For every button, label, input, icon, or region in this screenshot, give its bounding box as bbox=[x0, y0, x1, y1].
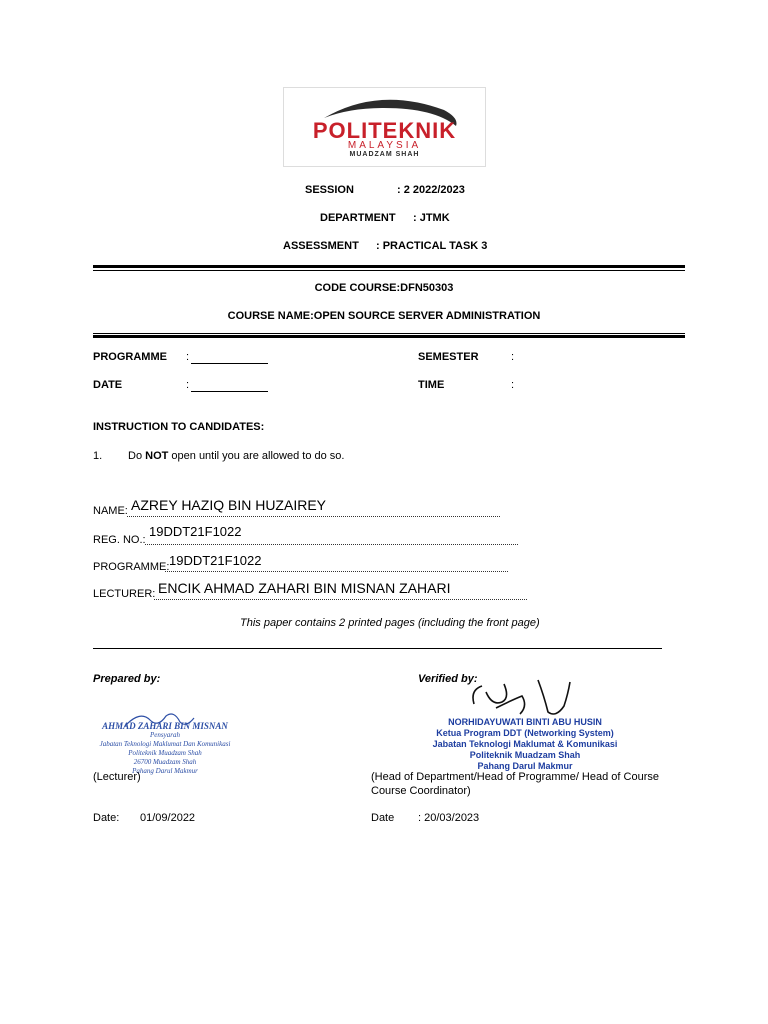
session-label: SESSION bbox=[305, 184, 354, 196]
candidate-name-label: NAME: bbox=[93, 505, 128, 517]
programme-field-blank[interactable] bbox=[191, 363, 268, 364]
politeknik-logo bbox=[283, 87, 486, 167]
candidate-programme-dots bbox=[165, 571, 508, 572]
date-field-label: DATE bbox=[93, 379, 123, 391]
instruction-number: 1. bbox=[93, 450, 103, 462]
candidate-reg-label: REG. NO.: bbox=[93, 534, 146, 546]
time-field-label: TIME bbox=[418, 379, 445, 391]
course-code: CODE COURSE:DFN50303 bbox=[314, 282, 454, 294]
stamp-right-line-3: Jabatan Teknologi Maklumat & Komunikasi bbox=[432, 739, 618, 749]
candidate-lecturer-value[interactable]: ENCIK AHMAD ZAHARI BIN MISNAN ZAHARI bbox=[158, 580, 451, 596]
programme-field-label: PROGRAMME bbox=[93, 351, 167, 363]
time-field-sep: : bbox=[511, 379, 515, 391]
candidate-name-dots bbox=[127, 516, 500, 517]
logo-sub: MALAYSIA bbox=[347, 140, 422, 151]
course-name: COURSE NAME:OPEN SOURCE SERVER ADMINISTRATION bbox=[227, 310, 541, 322]
instruction-pre: Do bbox=[128, 450, 146, 462]
session-value: : 2 2022/2023 bbox=[397, 184, 465, 196]
stamp-left-line-1: AHMAD ZAHARI BIN MISNAN bbox=[102, 721, 228, 731]
stamp-right-line-2: Ketua Program DDT (Networking System) bbox=[436, 728, 614, 738]
candidate-reg-dots bbox=[145, 544, 518, 545]
prepared-date-label: Date: bbox=[93, 812, 120, 824]
programme-field-sep: : bbox=[186, 351, 190, 363]
stamp-left-line-6: Pahang Darul Makmur bbox=[132, 767, 198, 775]
instruction-bold: NOT bbox=[145, 450, 169, 462]
verified-date-label: Date bbox=[371, 812, 395, 824]
date-field-sep: : bbox=[186, 379, 190, 391]
candidate-name-value[interactable]: AZREY HAZIQ BIN HUZAIREY bbox=[131, 497, 326, 513]
verified-date-value: : 20/03/2023 bbox=[418, 812, 480, 824]
candidate-reg-value[interactable]: 19DDT21F1022 bbox=[149, 524, 242, 539]
course-rule-thick bbox=[93, 335, 685, 338]
assessment-label: ASSESSMENT bbox=[283, 240, 359, 252]
lecturer-signature-icon bbox=[120, 708, 200, 732]
note-divider bbox=[93, 648, 662, 649]
stamp-left-line-4: Politeknik Muadzam Shah bbox=[128, 749, 202, 757]
stamp-right-line-5: Pahang Darul Makmur bbox=[477, 761, 573, 771]
department-label: DEPARTMENT bbox=[320, 212, 396, 224]
lecturer-caption: (Lecturer) bbox=[93, 771, 141, 783]
candidate-programme-label: PROGRAMME: bbox=[93, 561, 170, 573]
pages-note: This paper contains 2 printed pages (including the front page) bbox=[240, 617, 540, 629]
prepared-date-value: 01/09/2022 bbox=[140, 812, 196, 824]
prepared-by-label: Prepared by: bbox=[93, 673, 161, 685]
stamp-right-line-4: Politeknik Muadzam Shah bbox=[469, 750, 581, 760]
date-field-blank[interactable] bbox=[191, 391, 268, 392]
stamp-left-line-5: 26700 Muadzam Shah bbox=[133, 758, 197, 766]
stamp-right-line-1: NORHIDAYUWATI BINTI ABU HUSIN bbox=[448, 717, 602, 727]
head-caption-line-1: (Head of Department/Head of Programme/ Head of Course bbox=[371, 771, 659, 783]
instruction-text bbox=[128, 450, 344, 462]
instruction-post: open until you are allowed to do so. bbox=[168, 450, 345, 462]
assessment-value: : PRACTICAL TASK 3 bbox=[376, 240, 488, 252]
logo-word: POLITEKNIK bbox=[312, 118, 457, 143]
header-rule-top-thin bbox=[93, 270, 685, 271]
verified-by-label: Verified by: bbox=[418, 673, 478, 685]
instructions-heading: INSTRUCTION TO CANDIDATES: bbox=[93, 421, 265, 433]
department-value: : JTMK bbox=[413, 212, 450, 224]
semester-field-sep: : bbox=[511, 351, 515, 363]
logo-campus: MUADZAM SHAH bbox=[349, 151, 420, 158]
candidate-lecturer-label: LECTURER: bbox=[93, 588, 156, 600]
candidate-lecturer-dots bbox=[154, 599, 527, 600]
stamp-left-line-2: Pensyarah bbox=[150, 731, 180, 739]
stamp-left-line-3: Jabatan Teknologi Maklumat Dan Komunikasi bbox=[99, 740, 231, 748]
course-rule-thin bbox=[93, 333, 685, 334]
verifier-stamp bbox=[420, 717, 630, 772]
head-caption-line-2: Course Coordinator) bbox=[371, 785, 471, 797]
header-rule-top bbox=[93, 265, 685, 268]
candidate-programme-value[interactable]: 19DDT21F1022 bbox=[169, 553, 262, 568]
semester-field-label: SEMESTER bbox=[418, 351, 479, 363]
